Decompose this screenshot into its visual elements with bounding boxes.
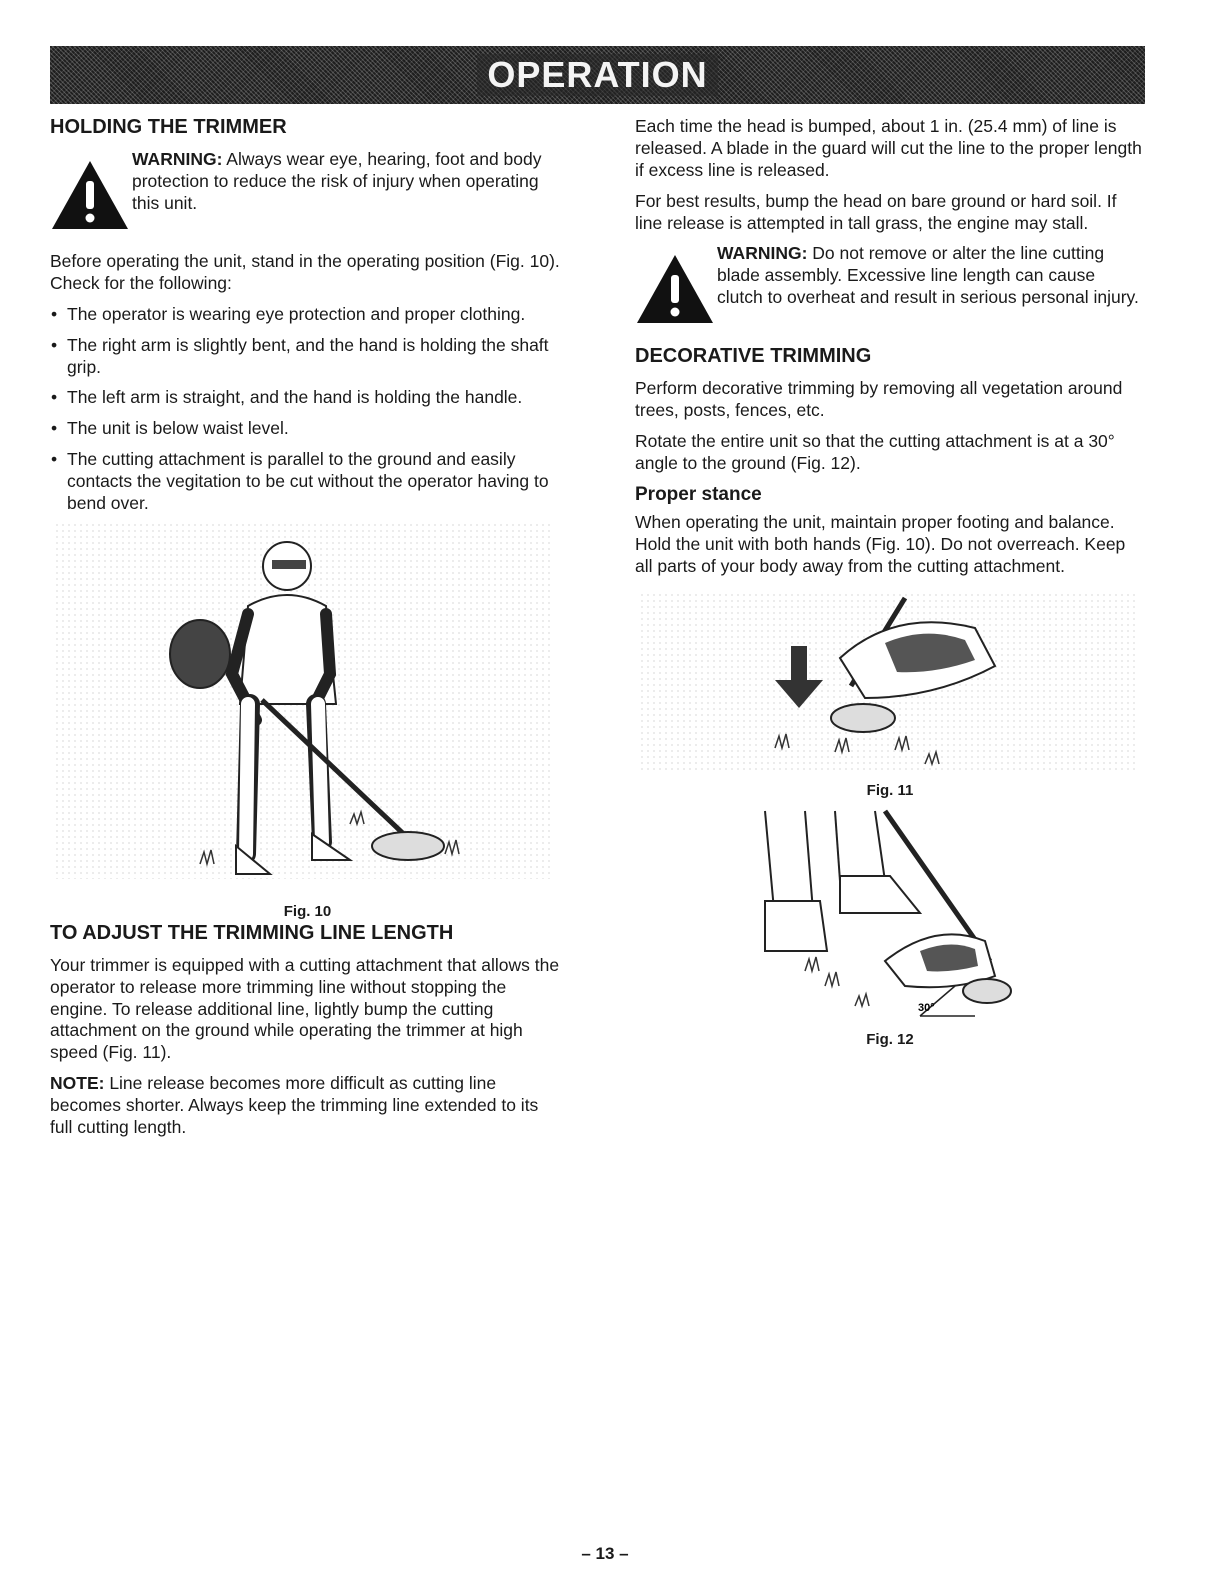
figure-12-caption: Fig. 12: [866, 1030, 914, 1048]
bump-head-illustration: [635, 588, 1140, 778]
page-number: – 13 –: [581, 1544, 629, 1563]
operating-intro: Before operating the unit, stand in the operating position (Fig. 10). Check for the following:: [50, 251, 560, 293]
warning-text: [717, 243, 1145, 309]
note-label: NOTE:: [50, 1073, 105, 1094]
bump-text: Each time the head is bumped, about 1 in. (25.4 mm) of line is released. A blade in the guard will cut the line to the proper length if excess line is released.: [635, 116, 1142, 180]
left-column: [50, 116, 565, 1148]
list-item: • The operator is wearing eye protection and proper clothing.: [50, 304, 565, 326]
warning-label: WARNING:: [132, 149, 223, 169]
figure-11: [635, 588, 1145, 799]
best-results-text: For best results, bump the head on bare ground or hard soil. If line release is attempted in tall grass, the engine may stall.: [635, 190, 1117, 233]
list-item: • The right arm is slightly bent, and the hand is holding the shaft grip.: [50, 335, 565, 379]
stance-text: When operating the unit, maintain proper footing and balance. Hold the unit with both hands (Fig. 10). Do not overreach. Keep all parts of your body away from the cutting attachment.: [635, 511, 1126, 576]
note-text: Line release becomes more difficult as cutting line becomes shorter. Always keep the trimming line extended to its full cutting length.: [50, 1073, 539, 1137]
angle-label: 30°: [918, 1001, 935, 1014]
section-title: OPERATION: [477, 54, 717, 96]
figure-10: [50, 524, 565, 920]
adjust-text: Your trimmer is equipped with a cutting attachment that allows the operator to release more trimming line without stopping the engine. To release additional line, lightly bump the cutting attachment on the ground while operating the trimmer at high speed (Fig. 11).: [50, 954, 560, 1063]
decorative-text-2: Rotate the entire unit so that the cutting attachment is at a 30° angle to the ground (Fig. 12).: [635, 431, 1115, 473]
note-paragraph: [50, 1073, 565, 1139]
warning-triangle-icon: [635, 253, 717, 325]
right-column: [635, 116, 1145, 1048]
stance-heading: Proper stance: [635, 483, 762, 505]
warning-block-eye-protection: [50, 149, 565, 231]
list-item: • The unit is below waist level.: [50, 418, 565, 440]
decorative-text-1: Perform decorative trimming by removing all vegetation around trees, posts, fences, etc.: [635, 378, 1123, 421]
holding-heading: HOLDING THE TRIMMER: [50, 116, 287, 138]
checklist: [50, 304, 565, 515]
operator-holding-trimmer-illustration: [50, 524, 555, 899]
figure-12: [635, 801, 1145, 1048]
decorative-trimming-illustration: [635, 801, 1140, 1041]
warning-body: Always wear eye, hearing, foot and body protection to reduce the risk of injury when operating this unit.: [132, 149, 542, 213]
figure-10-caption: Fig. 10: [283, 902, 332, 920]
warning-label: WARNING:: [717, 243, 808, 264]
warning-text: [132, 149, 565, 215]
warning-triangle-icon: [50, 159, 132, 231]
warning-body: Do not remove or alter the line cutting blade assembly. Excessive line length can cause clutch to overheat and result in serious personal injury.: [717, 243, 1139, 308]
decorative-heading: DECORATIVE TRIMMING: [635, 345, 872, 368]
adjust-heading: TO ADJUST THE TRIMMING LINE LENGTH: [50, 921, 454, 944]
section-banner: [50, 46, 1145, 104]
warning-block-blade: [635, 243, 1145, 325]
list-item: • The cutting attachment is parallel to the ground and easily contacts the vegitation to be cut without the operator having to bend over.: [50, 449, 565, 515]
list-item: • The left arm is straight, and the hand is holding the handle.: [50, 387, 565, 409]
figure-11-caption: Fig. 11: [866, 781, 914, 799]
